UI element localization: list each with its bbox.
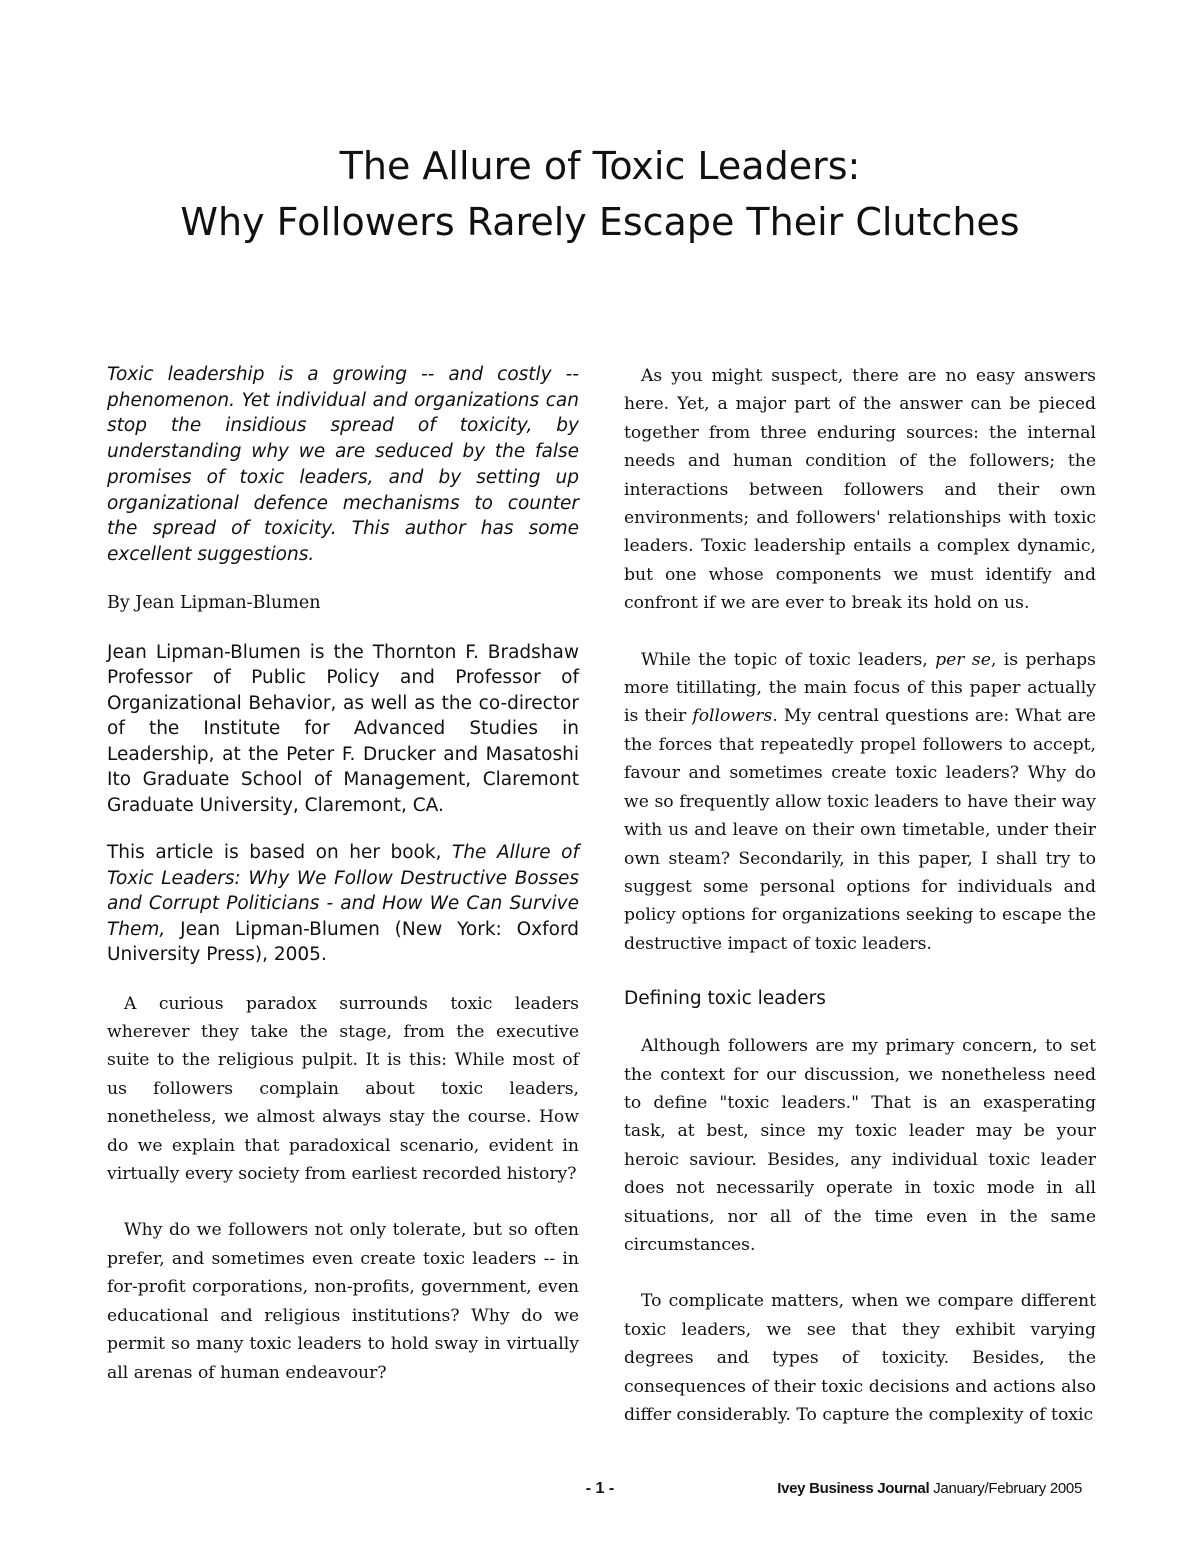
paragraph-text: . My central questions are: What are the forces that repeatedly propel followers to accept, favour and sometimes create toxic leaders? Why do we so frequently allow toxic leaders to have their way with us and leave on their own timetable, under their own steam? Secondarily, in this paper, I shall try to suggest some personal options for individuals and policy options for organizations seeking to escape the destructive impact of toxic leaders.	[624, 706, 1096, 954]
emphasis-per-se: per se	[935, 649, 991, 670]
book-title: The Allure of Toxic Leaders: Why We Follow Destructive Bosses and Corrupt Politicians - and How We Can Survive Them,	[107, 842, 579, 940]
book-reference-prefix: This article is based on her book,	[107, 842, 453, 864]
book-reference-suffix: Jean Lipman-Blumen (New York: Oxford University Press), 2005.	[107, 918, 579, 966]
left-column	[107, 362, 579, 1415]
section-heading: Defining toxic leaders	[624, 988, 826, 1010]
emphasis-followers: followers	[692, 706, 773, 727]
right-column	[624, 362, 1096, 1457]
body-paragraph: A curious paradox surrounds toxic leaders wherever they take the stage, from the executive suite to the religious pulpit. It is this: While most of us followers complain about toxic leaders, nonetheless, we almost always stay the course. How do we explain that paradoxical scenario, evident in virtually every society from earliest recorded history?	[107, 993, 579, 1185]
journal-citation	[777, 1480, 1082, 1497]
body-paragraph	[624, 646, 1096, 958]
body-paragraph: As you might suspect, there are no easy answers here. Yet, a major part of the answer can be pieced together from three enduring sources: the internal needs and human condition of the followers; the interactions between followers and their own environments; and followers' relationships with toxic leaders. Toxic leadership entails a complex dynamic, but one whose components we must identify and confront if we are ever to break its hold on us.	[624, 366, 1096, 614]
body-paragraph: To complicate matters, when we compare different toxic leaders, we see that they exhibit varying degrees and types of toxicity. Besides, the consequences of their toxic decisions and actions also differ considerably. To capture the complexity of toxic	[624, 1291, 1096, 1425]
paragraph-text: While the topic of toxic leaders,	[641, 649, 936, 670]
journal-name: Ivey Business Journal	[777, 1480, 930, 1497]
abstract: Toxic leadership is a growing -- and costly -- phenomenon. Yet individual and organizations can stop the insidious spread of toxicity, by understanding why we are seduced by the false promises of toxic leaders, and by setting up organizational defence mechanisms to counter the spread of toxicity. This author has some excellent suggestions.	[107, 364, 579, 565]
paragraph-text: , is perhaps more titillating, the main focus of this paper actually is their	[624, 649, 1096, 727]
title-line-1: The Allure of Toxic Leaders:	[339, 144, 861, 188]
body-paragraph: Although followers are my primary concern, to set the context for our discussion, we nonetheless need to define "toxic leaders." That is an exasperating task, at best, since my toxic leader may be your heroic saviour. Besides, any individual toxic leader does not necessarily operate in toxic mode in all situations, nor all of the time even in the same circumstances.	[624, 1036, 1096, 1255]
title-line-2: Why Followers Rarely Escape Their Clutches	[180, 200, 1020, 244]
body-paragraph: Why do we followers not only tolerate, but so often prefer, and sometimes even create toxic leaders -- in for-profit corporations, non-profits, government, even educational and religious institutions? Why do we permit so many toxic leaders to hold sway in virtually all arenas of human endeavour?	[107, 1220, 579, 1383]
book-reference	[107, 840, 579, 968]
journal-issue: January/February 2005	[929, 1480, 1082, 1497]
author-bio: Jean Lipman-Blumen is the Thornton F. Bradshaw Professor of Public Policy and Professor of Organizational Behavior, as well as the co-director of the Institute for Advanced Studies in Leadership, at the Peter F. Drucker and Masatoshi Ito Graduate School of Management, Claremont Graduate University, Claremont, CA.	[107, 641, 579, 816]
byline: By Jean Lipman-Blumen	[107, 592, 321, 613]
article-title	[0, 138, 1200, 250]
page-number: - 1 -	[585, 1480, 615, 1497]
